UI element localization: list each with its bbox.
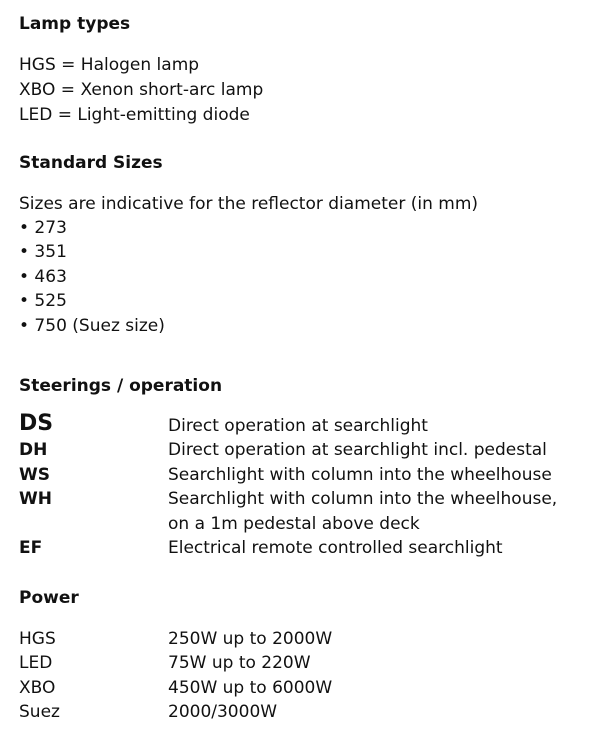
steering-description-continued: on a 1m pedestal above deck [168, 514, 420, 534]
steering-description: Searchlight with column into the wheelhouse [168, 465, 552, 485]
power-value: 450W up to 6000W [168, 678, 333, 698]
steering-description: Electrical remote controlled searchlight [168, 538, 503, 558]
steering-code: EF [19, 538, 43, 558]
size-item: • 273 [19, 218, 67, 238]
power-heading: Power [19, 588, 79, 608]
standard-sizes-heading: Standard Sizes [19, 153, 163, 173]
power-value: 250W up to 2000W [168, 629, 333, 649]
lamp-type-item: HGS = Halogen lamp [19, 55, 200, 75]
lamp-type-item: XBO = Xenon short-arc lamp [19, 80, 264, 100]
steerings-heading: Steerings / operation [19, 376, 223, 396]
steering-description: Searchlight with column into the wheelhouse, [168, 489, 558, 509]
size-item: • 351 [19, 242, 67, 262]
lamp-type-item: LED = Light-emitting diode [19, 105, 250, 125]
power-value: 2000/3000W [168, 702, 278, 722]
steering-code: WH [19, 489, 52, 509]
size-item: • 463 [19, 267, 67, 287]
power-lamp: LED [19, 653, 53, 673]
power-lamp: Suez [19, 702, 60, 722]
lamp-types-heading: Lamp types [19, 14, 131, 34]
standard-sizes-intro: Sizes are indicative for the reflector diameter (in mm) [19, 194, 479, 214]
size-item: • 525 [19, 291, 67, 311]
steering-description: Direct operation at searchlight [168, 416, 428, 436]
steering-code: DS [19, 411, 54, 436]
size-item: • 750 (Suez size) [19, 316, 165, 336]
power-value: 75W up to 220W [168, 653, 311, 673]
steering-description: Direct operation at searchlight incl. pedestal [168, 440, 547, 460]
power-lamp: HGS [19, 629, 56, 649]
steering-code: DH [19, 440, 48, 460]
steering-code: WS [19, 465, 50, 485]
power-lamp: XBO [19, 678, 56, 698]
